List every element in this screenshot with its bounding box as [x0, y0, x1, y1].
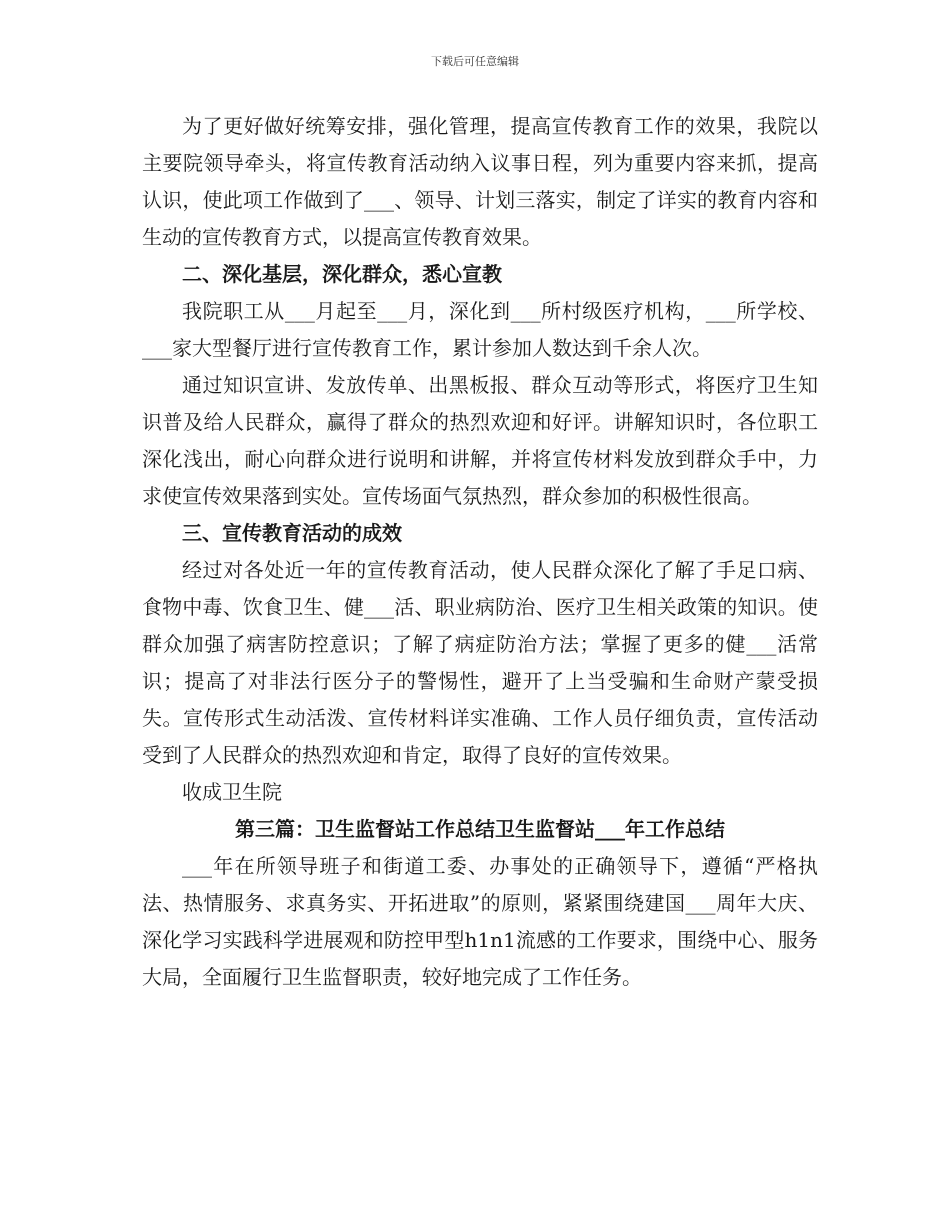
paragraph-outreach-methods: 通过知识宣讲、发放传单、出黑板报、群众互动等形式，将医疗卫生知识普及给人民群众，赢得了群众的热烈欢迎和好评。讲解知识时，各位职工深化浅出，耐心向群众进行说明和讲解，并将宣传材料发放到群众手中，力求使宣传效果落到实处。宣传场面气氛热烈，群众参加的积极性很高。 — [142, 373, 818, 508]
document-body — [142, 108, 818, 996]
signature-hospital: 收成卫生院 — [182, 780, 282, 804]
paragraph-supervision-summary: ___年在所领导班子和街道工委、办事处的正确领导下，遵循“严格执法、热情服务、求真务实、开拓进取”的原则，紧紧围绕建国___周年大庆、深化学习实践科学进展观和防控甲型h1n1流感的工作要求，围绕中心、服务大局，全面履行卫生监督职责，较好地完成了工作任务。 — [142, 854, 818, 989]
paragraph-propaganda-arrangement: 为了更好做好统筹安排，强化管理，提高宣传教育工作的效果，我院以主要院领导牵头，将宣传教育活动纳入议事日程，列为重要内容来抓，提高认识，使此项工作做到了___、领导、计划三落实，制定了详实的教育内容和生动的宣传教育方式，以提高宣传教育效果。 — [142, 114, 818, 249]
section-heading-2: 二、深化基层，深化群众，悉心宣教 — [182, 262, 502, 286]
page-header: 下载后可任意编辑 — [431, 55, 519, 68]
paragraph-results: 经过对各处近一年的宣传教育活动，使人民群众深化了解了手足口病、食物中毒、饮食卫生、健___活、职业病防治、医疗卫生相关政策的知识。使群众加强了病害防控意识；了解了病症防治方法；掌握了更多的健___活常识；提高了对非法行医分子的警惕性，避开了上当受骗和生命财产蒙受损失。宣传形式生动活泼、宣传材料详实准确、工作人员仔细负责，宣传活动受到了人民群众的热烈欢迎和肯定，取得了良好的宣传效果。 — [142, 558, 818, 767]
paragraph-outreach-stats: 我院职工从___月起至___月，深化到___所村级医疗机构，___所学校、___家大型餐厅进行宣传教育工作，累计参加人数达到千余人次。 — [142, 299, 818, 360]
article-title: 第三篇：卫生监督站工作总结卫生监督站___年工作总结 — [235, 817, 725, 841]
section-heading-3: 三、宣传教育活动的成效 — [182, 521, 402, 545]
